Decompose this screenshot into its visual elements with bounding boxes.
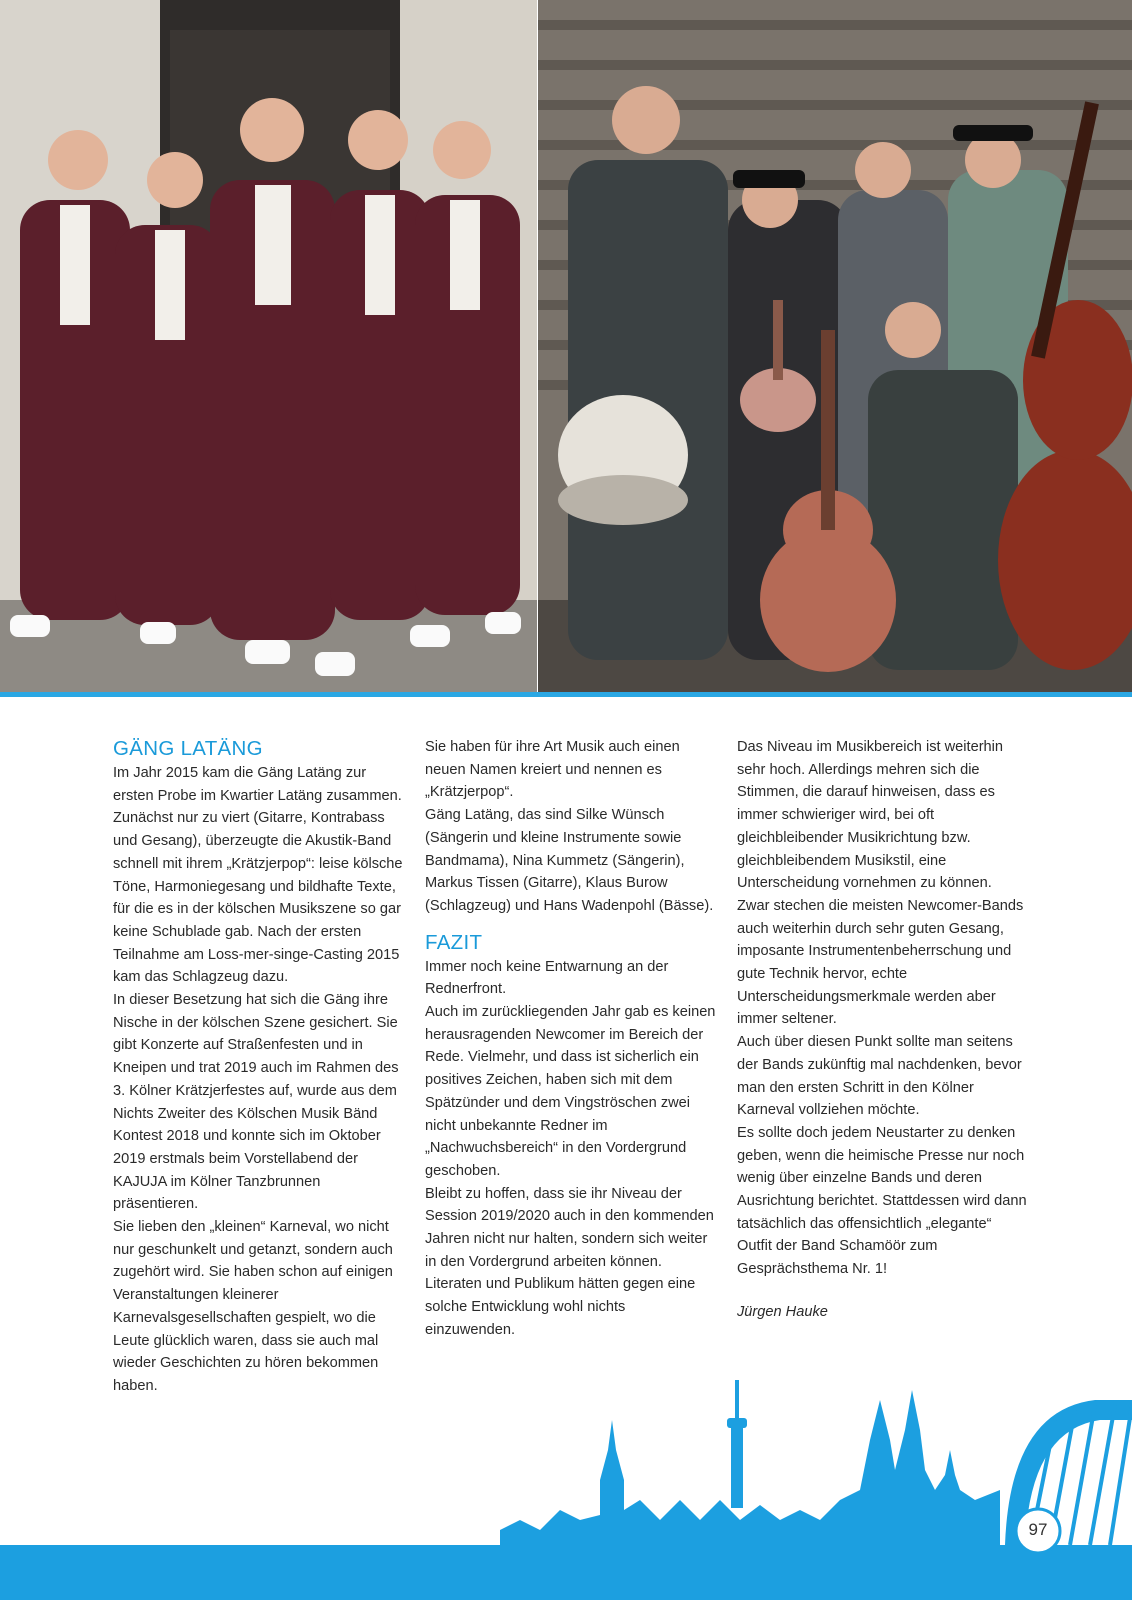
paragraph: Bleibt zu hoffen, dass sie ihr Niveau der Session 2019/2020 auch in den kommenden Jahren nicht nur halten, sondern sich weiter in den Vordergrund arbeiten können. <box>425 1185 714 1270</box>
paragraph: Sie lieben den „kleinen“ Karneval, wo nicht nur geschunkelt und getanzt, sondern auch zugehört wird. Sie haben schon auf einigen Veranstaltungen kleinerer Karnevalsgesellschaften gespielt, wo die Leute glücklich waren, dass sie auch mal wieder Geschichten zu hören bekommen haben. <box>113 1219 393 1394</box>
section-title-gaeng-lataeng: GÄNG LATÄNG <box>113 737 263 760</box>
paragraph: Das Niveau im Musikbereich ist weiterhin sehr hoch. Allerdings mehren sich die Stimmen, die darauf hinweisen, dass es immer schwieriger wird, bei oft gleichbleibender Musikrichtung bzw. gleichbleibendem Musikstil, eine Unterscheidung vornehmen zu können. <box>737 739 1004 892</box>
paragraph: Literaten und Publikum hätten gegen eine solche Entwicklung wohl nichts einzuwenden. <box>425 1276 696 1338</box>
column-3 <box>737 736 1029 1324</box>
page-number: 97 <box>1028 1520 1048 1539</box>
paragraph: Im Jahr 2015 kam die Gäng Latäng zur ersten Probe im Kwartier Latäng zusammen. Zunächst nur zu viert (Gitarre, Kontrabass und Gesang), überzeugte die Akustik-Band schnell mit ihrem „Krätzjerpop“: leise kölsche Töne, Harmoniegesang und bildhafte Texte, für die es in der kölschen Musikszene so gar keine Schublade gab. Nach der ersten Teilnahme am Loss-mer-singe-Casting 2015 kam das Schlagzeug dazu. <box>113 765 403 986</box>
author-signature: Jürgen Hauke <box>737 1303 828 1320</box>
photo-divider-rule <box>0 692 1132 697</box>
paragraph: Gäng Latäng, das sind Silke Wünsch (Sängerin und kleine Instrumente sowie Bandmama), Nina Kummetz (Sängerin), Markus Tissen (Gitarre), Klaus Burow (Schlagzeug) und Hans Wadenpohl (Bässe). <box>425 807 714 914</box>
band-photo-group-with-instruments <box>538 0 1132 692</box>
paragraph: Es sollte doch jedem Neustarter zu denken geben, wenn die heimische Presse nur noch wenig über einzelne Bands und deren Ausrichtung berichtet. Stattdessen wird dann tatsächlich das offensichtlich „elegante“ Outfit der Band Schamöör zum Gesprächsthema Nr. 1! <box>737 1124 1027 1278</box>
paragraph: In dieser Besetzung hat sich die Gäng ihre Nische in der kölschen Szene gesichert. Sie gibt Konzerte auf Straßenfesten und in Kneipen und trat 2019 auch im Rahmen des 3. Kölner Krätzjerfestes auf, wurde aus dem Nichts Zweiter des Kölschen Musik Bänd Kontest 2018 und konnte sich im Oktober 2019 erstmals beim Vorstellabend der KAJUJA im Kölner Tanzbrunnen präsentieren. <box>113 992 399 1213</box>
paragraph: Sie haben für ihre Art Musik auch einen neuen Namen kreiert und nennen es „Krätzjerpop“. <box>425 739 680 801</box>
paragraph: Auch über diesen Punkt sollte man seitens der Bands zukünftig mal nachdenken, bevor man den ersten Schritt in den Kölner Karneval vollziehen möchte. <box>737 1034 1022 1119</box>
column-2 <box>425 736 717 1342</box>
column-1 <box>113 736 405 1398</box>
section-title-fazit: FAZIT <box>425 930 483 954</box>
band-photo-gaeng-lataeng <box>0 0 537 692</box>
photo-strip <box>0 0 1132 696</box>
cologne-skyline-footer <box>0 1380 1132 1600</box>
paragraph: Auch im zurückliegenden Jahr gab es keinen herausragenden Newcomer im Bereich der Rede. Vielmehr, und dass ist sicherlich ein positives Zeichen, haben sich mit dem Spätzünder und dem Vingströschen zwei nicht unbekannte Redner im „Nachwuchsbereich“ in den Vordergrund geschoben. <box>425 1004 716 1179</box>
paragraph: Zwar stechen die meisten Newcomer-Bands auch weiterhin durch sehr guten Gesang, imposante Instrumentenbeherrschung und gute Technik hervor, echte Unterscheidungsmerkmale werden aber immer seltener. <box>737 897 1024 1028</box>
paragraph: Immer noch keine Entwarnung an der Rednerfront. <box>425 958 669 998</box>
